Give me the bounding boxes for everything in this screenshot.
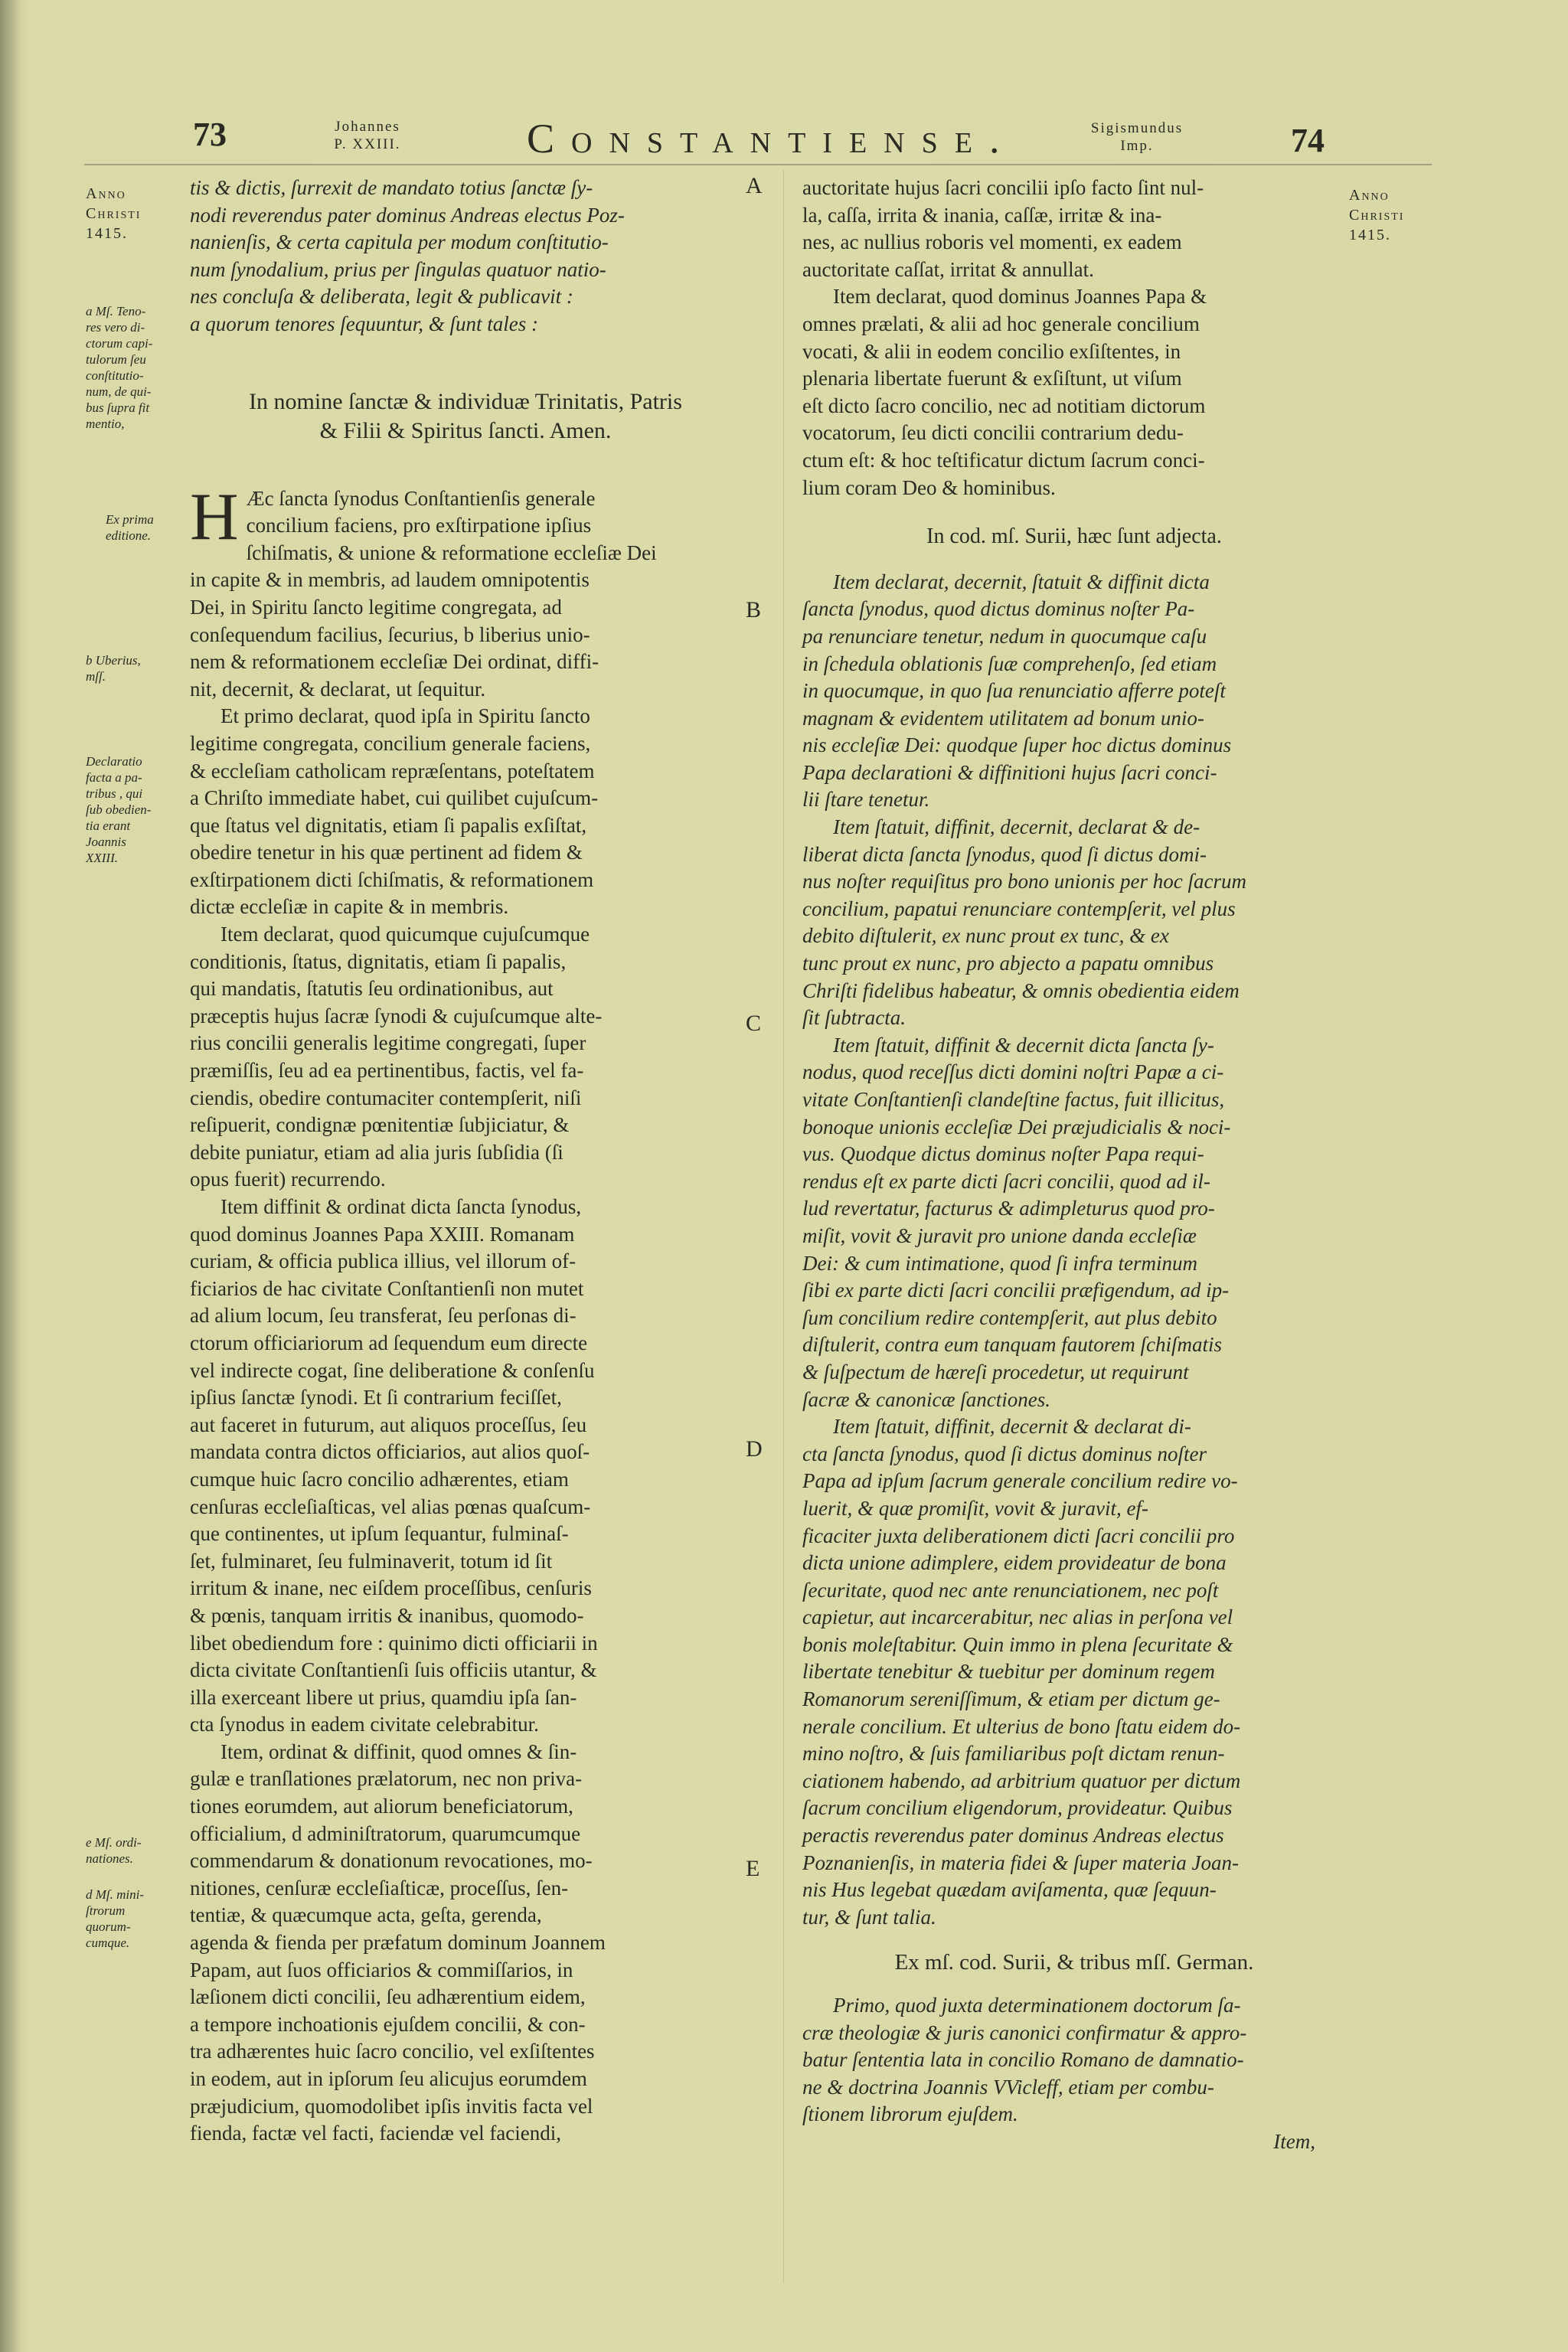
italic-item-primo: Primo, quod juxta determinationem doctorum ſa- cræ theologiæ & juris canonici confirmatur & appro- batur ſententia lata in concilio Romano de damnatio- ne & doctrina Joannis VVicleff, etiam per combu- ſtionem librorum ejuſdem.	[802, 1994, 1247, 2126]
paragraph-auctoritate: auctoritate hujus ſacri concilii ipſo facto ſint nul- la, caſſa, irrita & inania, caſſæ, irritæ & ina- nes, ac nullius roboris vel momenti, ex eadem auctoritate caſſat, irritat & annullat.	[802, 176, 1204, 281]
left-running-head: Johannes P. XXIII.	[334, 119, 401, 152]
section-letter-e: E	[746, 1856, 760, 1881]
margin-anno-right: Anno Christi 1415.	[1349, 187, 1405, 243]
section-letter-d: D	[746, 1436, 763, 1462]
page-edge-shadow	[0, 0, 20, 2352]
margin-note-a: a Mſ. Teno- res vero di- ctorum capi- tulorum ſeu conſtitutio- num, de qui- bus ſupra fit mentio,	[86, 304, 153, 431]
drop-cap: H	[190, 479, 239, 554]
left-page-number: 73	[193, 116, 227, 153]
italic-item-1: Item declarat, decernit, ſtatuit & diffinit dicta ſancta ſynodus, quod dictus dominus noſter Pa- pa renunciare tenetur, nedum in quocumque caſu in ſchedula oblationis ſuæ comprehenſo, ſed etiam in quocumque, in quo ſua renunciatio afferre poteſt magnam & evidentem utilitatem ad bonum unio- nis eccleſiæ Dei: quodque ſuper hoc dictus dominus Papa declarationi & diffinitioni hujus ſacri conci- lii ſtare tenetur.	[802, 570, 1232, 812]
right-page-number: 74	[1291, 122, 1325, 159]
heading-surius-german: Ex mſ. cod. Surii, & tribus mſſ. German.	[894, 1950, 1254, 1975]
section-letter-b: B	[746, 597, 762, 622]
paragraph-haec-sancta: Æc ſancta ſynodus Conſtantienſis generale concilium faciens, pro exſtirpatione ipſius ſchiſmatis, & unione & reformatione eccleſiæ Dei in capite & in membris, ad laudem omnipotentis Dei, in Spiritu ſancto legitime congregata, ad conſequendum facilius, ſecurius, b liberius unio- nem & reformationem eccleſiæ Dei ordinat, diffi- nit, decernit, & declarat, ut ſequitur.	[190, 486, 657, 701]
margin-note-prima-editione: Ex prima editione.	[106, 512, 154, 543]
margin-note-declaratio: Declaratio facta a pa- tribus , qui ſub obedien- tia erant Joannis XXIII.	[86, 754, 152, 865]
margin-note-e: e Mſ. ordi- nationes.	[86, 1835, 142, 1866]
paragraph-primo-declarat: Et primo declarat, quod ipſa in Spiritu ſancto legitime congregata, concilium generale faciens, & eccleſiam catholicam repræſentans, poteſtatem a Chriſto immediate habet, cui quilibet cujuſcum- que ſtatus vel dignitatis, etiam ſi papalis exſiſtat, obedire tenetur in his quæ pertinent ad fidem & exſtirpationem dicti ſchiſmatis, & reformationem dictæ eccleſiæ in capite & in membris.	[190, 704, 599, 919]
column-divider	[783, 170, 784, 2283]
intro-paragraph: tis & dictis, ſurrexit de mandato totius ſanctæ ſy- nodi reverendus pater dominus Andreas electus Poz- nanienſis, & certa capitula per modum conſtitutio- num ſynodalium, prius per ſingulas quatuor natio- nes concluſa & deliberata, legit & publicavit : a quorum tenores ſequuntur, & ſunt tales :	[190, 176, 625, 335]
italic-item-4: Item ſtatuit, diffinit, decernit & declarat di- cta ſancta ſynodus, quod ſi dictus dominus noſter Papa ad ipſum ſacrum generale concilium redire vo- luerit, & quæ promiſit, vovit & juravit, ef- ficaciter juxta deliberationem dicti ſacri concilii pro dicta unione adimplere, eidem provideatur de bona ſecuritate, quod nec ante renunciationem, nec poſt capietur, aut incarcerabitur, nec alias in perſona vel bonis moleſtabitur. Quin immo in plena ſecuritate & libertate tenebitur & tuebitur per dominum regem Romanorum sereniſſimum, & etiam per dictum ge- nerale concilium. Et ulterius de bono ſtatu eidem do- mino noſtro, & ſuis familiaribus poſt dictam renun- ciationem habendo, ad arbitrium quatuor per dictum ſacrum concilium eligendorum, provideatur. Quibus peractis reverendus pater dominus Andreas electus Poznanienſis, in materia fidei & ſuper materia Joan- nis Hus legebat quædam aviſamenta, quæ ſequun- tur, & ſunt talia.	[802, 1415, 1241, 1929]
decree-body	[190, 479, 741, 2148]
header-rule	[84, 164, 1432, 165]
page-title: Constantiense.	[527, 116, 1017, 162]
left-column	[190, 175, 741, 2148]
margin-note-b: b Uberius, mſſ.	[86, 653, 141, 684]
italic-item-3: Item ſtatuit, diffinit & decernit dicta ſancta ſy- nodus, quod receſſus dicti domini noſtri Papæ a ci- vitate Conſtantienſi clandeſtine factus, fuit illicitus, bonoque unionis eccleſiæ Dei præjudicialis & noci- vus. Quodque dictus dominus noſter Papa requi- rendus eſt ex parte dicti ſacri concilii, quod ad il- lud revertatur, facturus & adimpleturus quod pro- miſit, vovit & juravit pro unione danda eccleſiæ Dei: & cum intimatione, quod ſi infra terminum ſibi ex parte dicti ſacri concilii præfigendum, ad ip- ſum concilium redire contempſerit, aut plus debito diſtulerit, contra eum tanquam fautorem ſchiſmatis & ſuſpectum de hæreſi procedetur, ut requirunt ſacræ & canonicæ ſanctiones.	[802, 1033, 1231, 1411]
right-running-head: Sigismundus Imp.	[1090, 120, 1184, 154]
section-letter-a: A	[746, 173, 763, 198]
paragraph-item-declarat-libertate: Item declarat, quod dominus Joannes Papa & omnes prælati, & alii ad hoc generale concilium vocati, & alii in eodem concilio exſiſtentes, in plenaria libertate fuerunt & exſiſtunt, ut viſum eſt dicto ſacro concilio, nec ad notitiam dictorum vocatorum, ſeu dicti concilii contrarium dedu- ctum eſt: & hoc teſtificatur dictum ſacrum conci- lium coram Deo & hominibus.	[802, 285, 1207, 499]
italic-item-2: Item ſtatuit, diffinit, decernit, declarat & de- liberat dicta ſancta ſynodus, quod ſi dictus domi- nus noſter requiſitus pro bono unionis per hoc ſacrum concilium, papatui renunciare contempſerit, vel plus debito diſtulerit, ex nunc prout ex tunc, & ex tunc prout ex nunc, pro abjecto a papatu omnibus Chriſti fidelibus habeatur, & omnis obedientia eidem ſit ſubtracta.	[802, 815, 1246, 1030]
paragraph-item-diffinit: Item diffinit & ordinat dicta ſancta ſynodus, quod dominus Joannes Papa XXIII. Romanam curiam, & officia publica illius, vel illorum of- ficiarios de hac civitate Conſtantienſi non mutet ad alium locum, ſeu transferat, ſeu perſonas di- ctorum officiariorum ad ſequendum eum directe vel indirecte cogat, ſine deliberatione & conſenſu ipſius ſanctæ ſynodi. Et ſi contrarium feciſſet, aut faceret in futurum, aut aliquos proceſſus, ſeu mandata contra dictos officiarios, aut alios quoſ- cumque huic ſacro concilio adhærentes, etiam cenſuras eccleſiaſticas, vel alias pœnas quaſcum- que continentes, ut ipſum ſequantur, fulminaſ- ſet, fulminaret, ſeu fulminaverit, totum id ſit irritum & inane, nec eiſdem proceſſibus, cenſuris & pœnis, tanquam irritis & inanibus, quomodo- libet obediendum fore : quinimo dicti officiarii in dicta civitate Conſtantienſi ſuis officiis utantur, & illa exerceant libere ut prius, quamdiu ipſa ſan- cta ſynodus in eadem civitate celebrabitur.	[190, 1195, 598, 1736]
section-letter-c: C	[746, 1011, 762, 1036]
paragraph-item-ordinat: Item, ordinat & diffinit, quod omnes & ſin- gulæ e tranſlationes prælatorum, nec non priva- tiones eorumdem, aut aliorum beneficiatorum, officialium, d adminiſtratorum, quarumcumque commendarum & donationum revocationes, mo- nitiones, cenſuræ eccleſiaſticæ, proceſſus, ſen- tentiæ, & quæcumque acta, geſta, gerenda, agenda & fienda per præfatum dominum Joannem Papam, aut ſuos officiarios & commiſſarios, in læſionem dicti concilii, ſeu adhærentium eidem, a tempore inchoationis ejuſdem concilii, & con- tra adhærentes huic ſacro concilio, vel exſiſtentes in eodem, aut in ipſorum ſeu alicujus eorumdem præjudicium, quomodolibet ipſis invitis facta vel fienda, factæ vel facti, faciendæ vel faciendi,	[190, 1740, 606, 2145]
catchword: Item,	[1273, 2129, 1315, 2153]
margin-anno-left: Anno Christi 1415.	[86, 185, 142, 242]
right-column	[802, 175, 1346, 2156]
paragraph-item-declarat: Item declarat, quod quicumque cujuſcumque conditionis, ſtatus, dignitatis, etiam ſi papalis, qui mandatis, ſtatutis ſeu ordinationibus, aut præceptis hujus ſacræ ſynodi & cujuſcumque alte- rius concilii generalis legitime congregati, ſuper præmiſſis, ſeu ad ea pertinentibus, factis, vel fa- ciendis, obedire contumaciter contempſerit, niſi reſipuerit, condignæ pœnitentiæ ſubjiciatur, & debite puniatur, etiam ad alia juris ſubſidia (ſi opus fuerit) recurrendo.	[190, 923, 603, 1191]
margin-note-d: d Mſ. mini- ſtrorum quorum- cumque.	[86, 1887, 145, 1950]
invocation: In nomine ſanctæ & individuæ Trinitatis, Patris & Filii & Spiritus ſancti. Amen.	[249, 388, 682, 443]
heading-surius-adjecta: In cod. mſ. Surii, hæc ſunt adjecta.	[926, 524, 1222, 549]
